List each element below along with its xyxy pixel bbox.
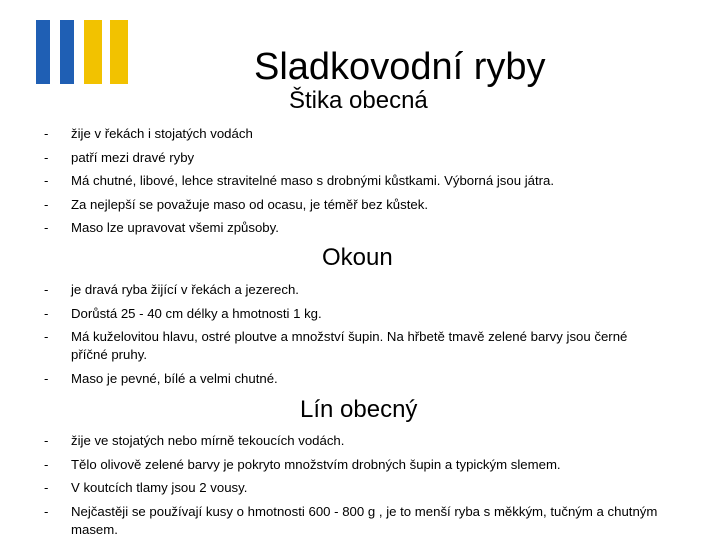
list-item: - V koutcích tlamy jsou 2 vousy. bbox=[0, 476, 661, 500]
list-item: - Za nejlepší se považuje maso od ocasu, je téměř bez kůstek. bbox=[0, 193, 661, 217]
logo-bar-blue-2 bbox=[60, 20, 74, 84]
bullet-dash: - bbox=[44, 196, 49, 212]
bullet-dash: - bbox=[44, 305, 49, 321]
section-heading-okoun: Okoun bbox=[322, 244, 393, 271]
list-item: - Maso lze upravovat všemi způsoby. bbox=[0, 216, 661, 240]
logo-bar-blue-1 bbox=[36, 20, 50, 84]
list-item: - žije v řekách i stojatých vodách bbox=[0, 122, 661, 146]
list-item: - Nejčastěji se používají kusy o hmotnosti 600 - 800 g , je to menší ryba s měkkým, tučným a chutným masem. bbox=[44, 503, 658, 537]
bullet-dash: - bbox=[44, 126, 49, 141]
bullet-dash: - bbox=[44, 503, 49, 519]
bullet-dash: - bbox=[44, 329, 49, 344]
section-heading-lin: Lín obecný bbox=[300, 396, 418, 423]
page-title: Sladkovodní ryby bbox=[254, 46, 546, 88]
bullet-dash: - bbox=[44, 282, 49, 297]
bullet-dash: - bbox=[44, 149, 49, 165]
list-lin bbox=[0, 429, 661, 542]
list-item: - Dorůstá 25 - 40 cm délky a hmotnosti 1 kg. bbox=[0, 302, 661, 326]
list-okoun bbox=[0, 278, 661, 391]
list-item: - Maso je pevné, bílé a velmi chutné. bbox=[0, 367, 661, 391]
list-item: - je dravá ryba žijící v řekách a jezerech. bbox=[0, 278, 661, 302]
logo bbox=[36, 20, 128, 84]
list-item: - Tělo olivově zelené barvy je pokryto množstvím drobných šupin a typickým slemem. bbox=[0, 453, 661, 477]
list-item: - žije ve stojatých nebo mírně tekoucích vodách. bbox=[0, 429, 661, 453]
list-item: - patří mezi dravé ryby bbox=[0, 146, 661, 170]
list-item: - Má kuželovitou hlavu, ostré ploutve a množství šupin. Na hřbetě tmavě zelené barvy jsou černé příčné pruhy. bbox=[44, 329, 628, 362]
bullet-dash: - bbox=[44, 480, 49, 495]
bullet-dash: - bbox=[44, 456, 49, 472]
section-heading-stika: Štika obecná bbox=[289, 87, 428, 114]
bullet-dash: - bbox=[44, 433, 49, 448]
bullet-dash: - bbox=[44, 173, 49, 188]
logo-bar-yellow-1 bbox=[84, 20, 102, 84]
list-item: - Má chutné, libové, lehce stravitelné maso s drobnými kůstkami. Výborná jsou játra. bbox=[0, 169, 661, 193]
logo-bar-yellow-2 bbox=[110, 20, 128, 84]
list-stika bbox=[0, 122, 661, 240]
bullet-dash: - bbox=[44, 220, 49, 235]
bullet-dash: - bbox=[44, 371, 49, 386]
